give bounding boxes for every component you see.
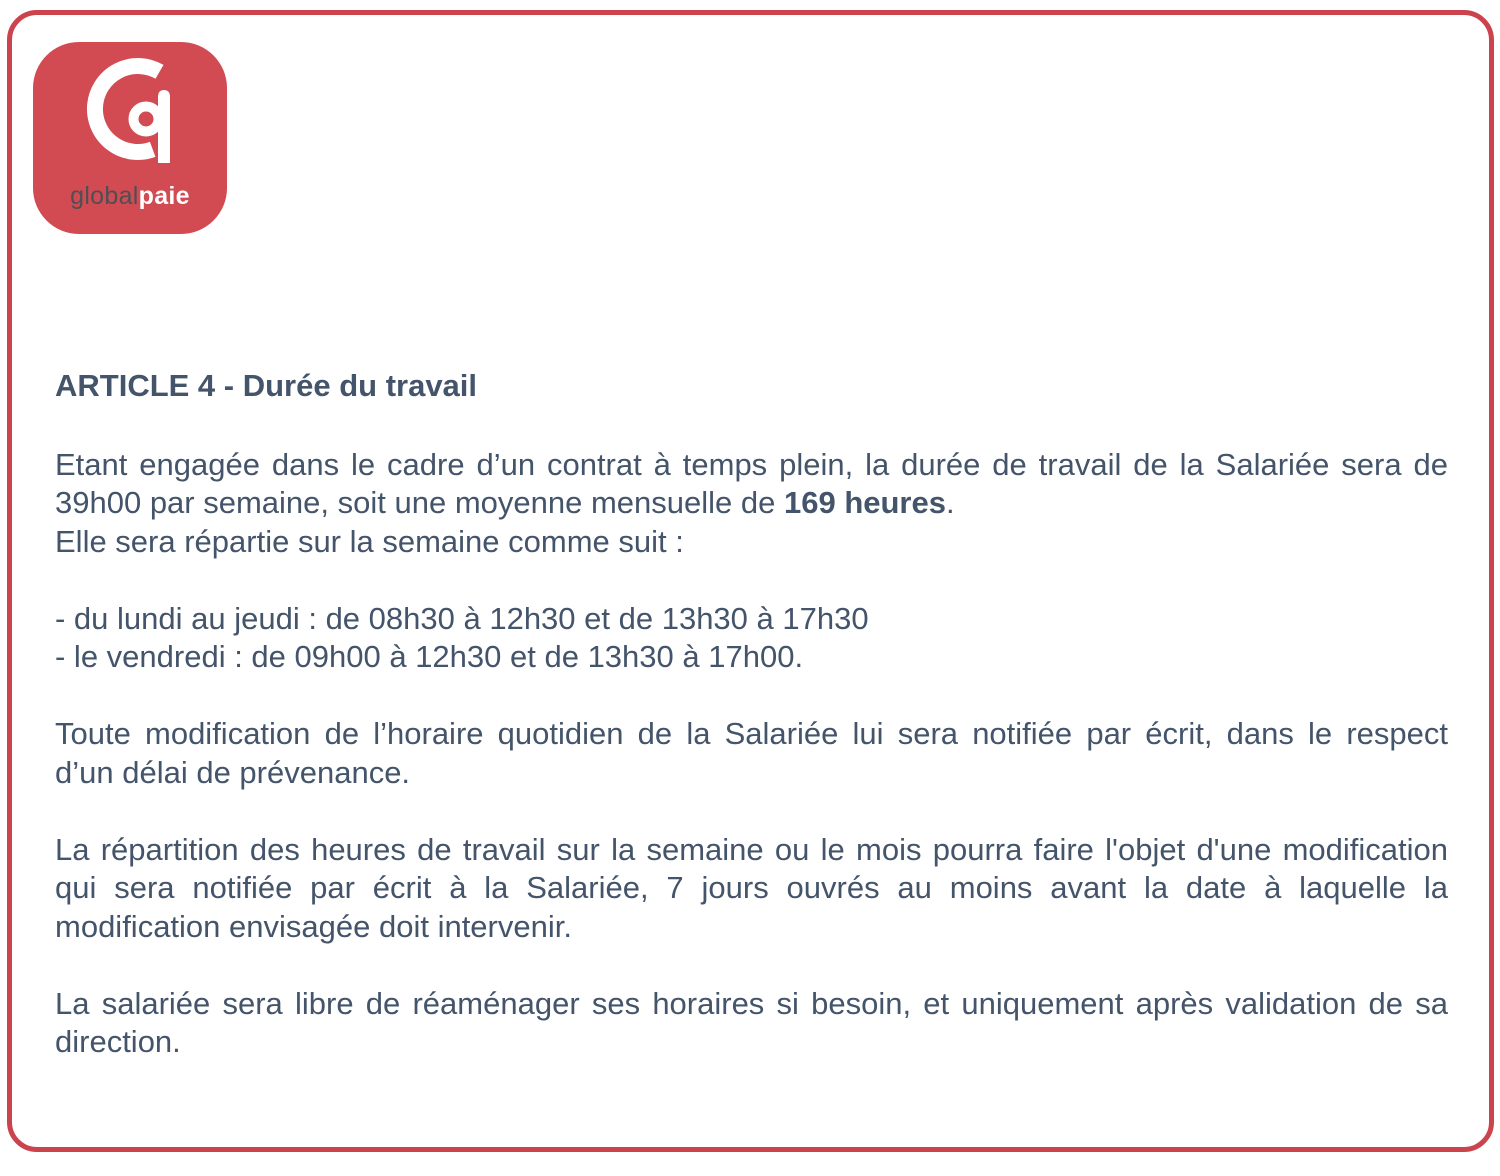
text-line: Toute modification de l’horaire quotidien de la Salariée lui sera notifiée par écrit, dans le respect [55, 716, 1448, 751]
paragraph [55, 831, 1448, 947]
article-body [55, 446, 1448, 1062]
article-title: ARTICLE 4 - Durée du travail [55, 368, 478, 403]
text-line: d’un délai de prévenance. [55, 754, 411, 790]
logo-text-paie: paie [138, 182, 190, 210]
text-line: - le vendredi : de 09h00 à 12h30 et de 13h30 à 17h00. [55, 639, 804, 674]
text-line: 39h00 par semaine, soit une moyenne mensuelle de 169 heures. [55, 485, 955, 520]
article [55, 367, 1448, 1100]
logo-wordmark [33, 184, 227, 209]
paragraph [55, 446, 1448, 562]
text-line: Elle sera répartie sur la semaine comme suit : [55, 523, 684, 559]
text-line: Etant engagée dans le cadre d’un contrat à temps plein, la durée de travail de la Salariée sera de [55, 446, 1448, 482]
text-line: La salariée sera libre de réaménager ses horaires si besoin, et uniquement après validation de sa [55, 985, 1448, 1021]
logo-text-global: global [70, 182, 139, 210]
text-line: direction. [55, 1024, 181, 1059]
paragraph [55, 600, 1448, 677]
company-logo [33, 42, 227, 234]
text-line: La répartition des heures de travail sur la semaine ou le mois pourra faire l'objet d'une modification [55, 831, 1448, 867]
paragraph [55, 715, 1448, 792]
text-line: qui sera notifiée par écrit à la Salariée, 7 jours ouvrés au moins avant la date à laquelle la [55, 870, 1448, 905]
text-line: modification envisagée doit intervenir. [55, 908, 572, 944]
text-line: - du lundi au jeudi : de 08h30 à 12h30 et de 13h30 à 17h30 [55, 600, 869, 636]
paragraph [55, 985, 1448, 1062]
